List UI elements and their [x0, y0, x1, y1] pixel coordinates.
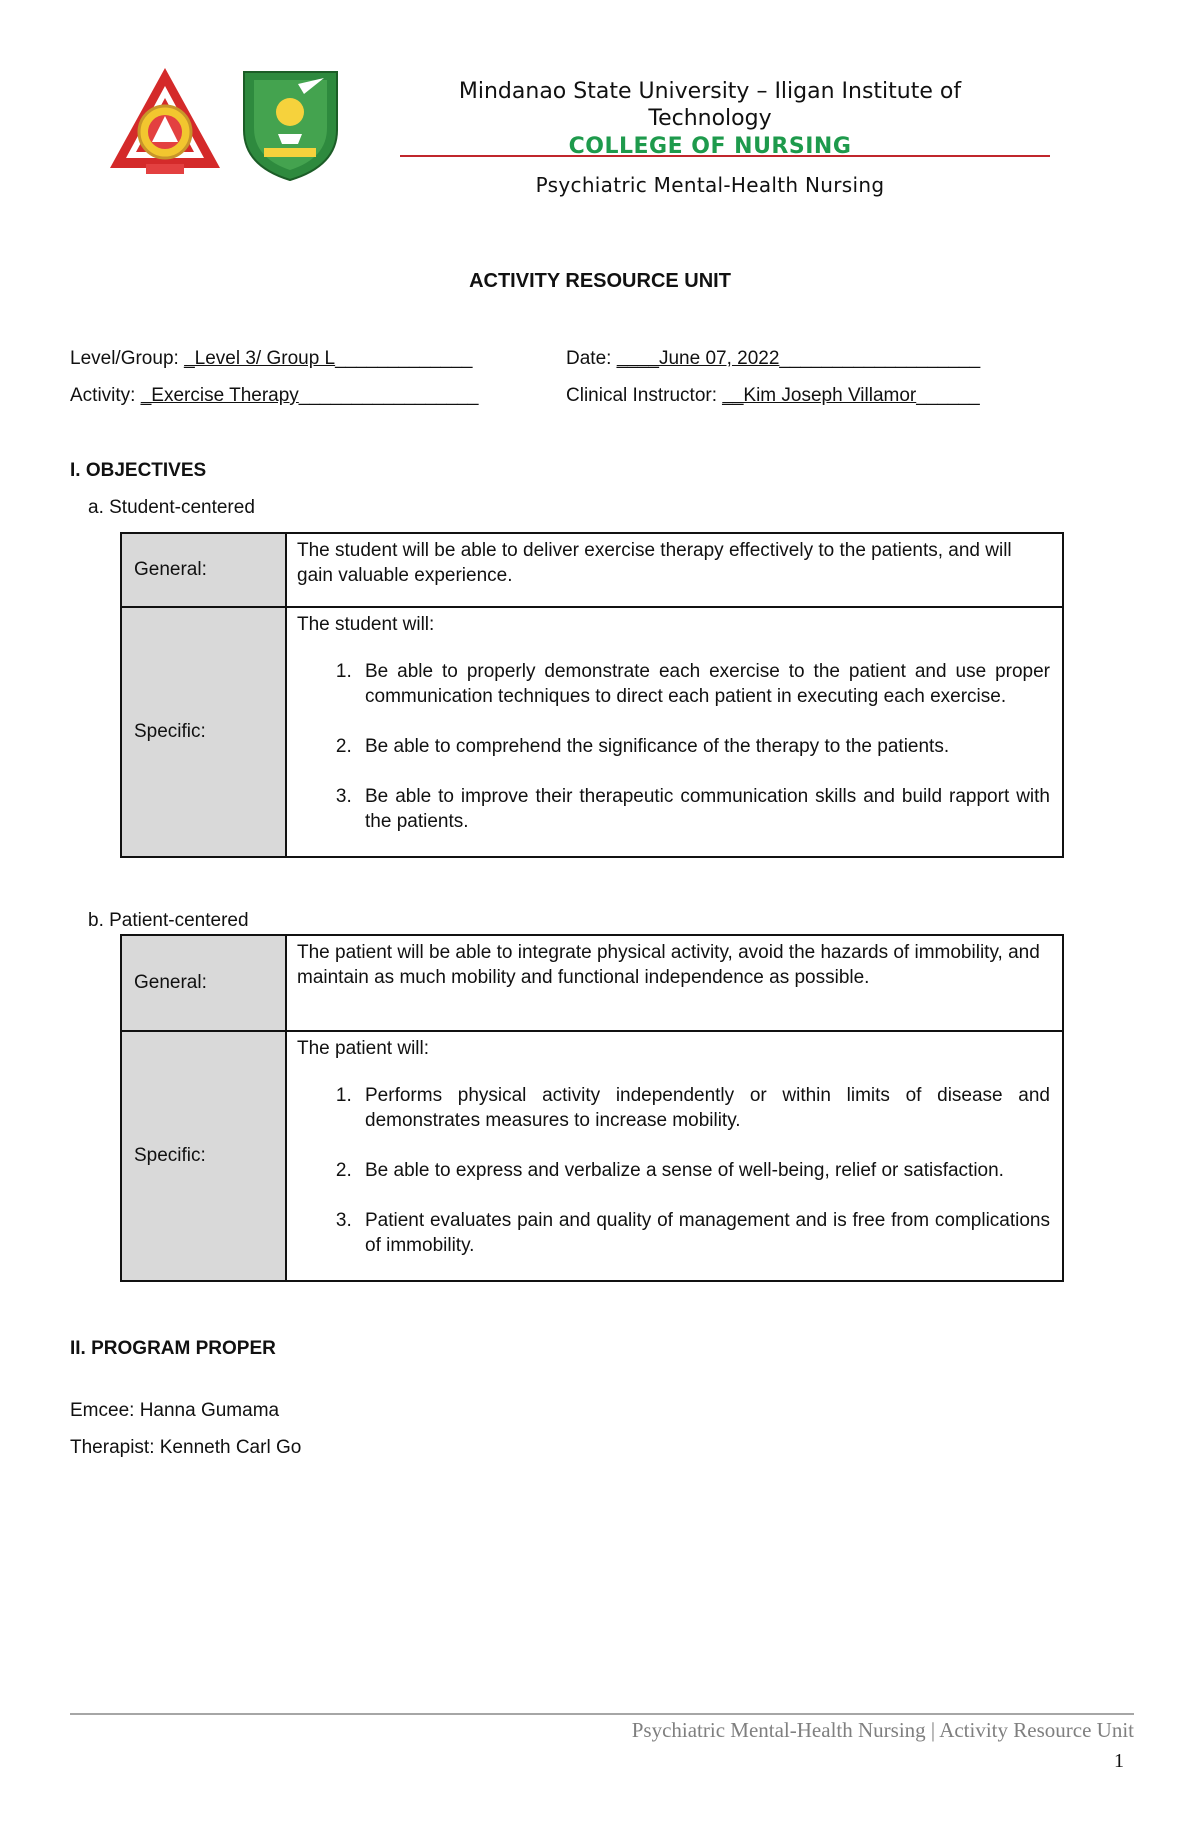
specific-intro: The patient will:: [297, 1038, 430, 1059]
footer-text: Psychiatric Mental-Health Nursing | Activity Resource Unit: [631, 1718, 1134, 1742]
level-group-label: Level/Group:: [70, 348, 179, 369]
table-row: [121, 1031, 1063, 1281]
activity-label: Activity:: [70, 385, 136, 406]
level-group-value: _Level 3/ Group L: [184, 348, 336, 369]
clinical-instructor-field: [566, 385, 980, 407]
patient-centered-subheading: b. Patient-centered: [88, 910, 249, 931]
general-label: General:: [121, 533, 286, 607]
activity-blank: _________________: [298, 385, 479, 406]
list-item: 3. Patient evaluates pain and quality of management and is free from complications of immobility.: [357, 1208, 1050, 1258]
page-number: 1: [1114, 1750, 1124, 1772]
student-objectives-table: [120, 532, 1064, 858]
specific-label: Specific:: [121, 607, 286, 857]
program-proper-heading: II. PROGRAM PROPER: [70, 1338, 276, 1359]
student-centered-subheading: a. Student-centered: [88, 497, 255, 518]
clinical-instructor-blank: ______: [916, 385, 980, 406]
list-item: 2. Be able to express and verbalize a sense of well-being, relief or satisfaction.: [357, 1158, 1050, 1183]
footer-rule: [70, 1713, 1134, 1715]
list-item: 3. Be able to improve their therapeutic communication skills and build rapport with the patients.: [357, 784, 1050, 834]
specific-list: [297, 1083, 1050, 1258]
general-text: The student will be able to deliver exercise therapy effectively to the patients, and will gain valuable experience.: [286, 533, 1063, 607]
list-item: 1. Performs physical activity independently or within limits of disease and demonstrates measures to increase mobility.: [357, 1083, 1050, 1133]
clinical-instructor-label: Clinical Instructor:: [566, 385, 717, 406]
document-title: ACTIVITY RESOURCE UNIT: [469, 270, 731, 292]
specific-list: [297, 659, 1050, 834]
level-group-field: [70, 348, 473, 370]
table-row: [121, 935, 1063, 1031]
patient-objectives-table: [120, 934, 1064, 1282]
objectives-heading: I. OBJECTIVES: [70, 460, 207, 481]
therapist-line: Therapist: Kenneth Carl Go: [70, 1437, 302, 1458]
clinical-instructor-value: __Kim Joseph Villamor: [722, 385, 917, 406]
activity-value: _Exercise Therapy: [140, 385, 299, 406]
department-name: Psychiatric Mental-Health Nursing: [535, 173, 885, 197]
date-label: Date:: [566, 348, 612, 369]
college-name: COLLEGE OF NURSING: [568, 134, 852, 159]
specific-intro: The student will:: [297, 614, 435, 635]
table-row: [121, 533, 1063, 607]
msu-iit-logo: [108, 64, 223, 182]
general-label: General:: [121, 935, 286, 1031]
date-blank: ___________________: [779, 348, 981, 369]
list-item: 1. Be able to properly demonstrate each exercise to the patient and use proper communication techniques to direct each patient in executing each exercise.: [357, 659, 1050, 709]
list-item: 2. Be able to comprehend the significance of the therapy to the patients.: [357, 734, 1050, 759]
specific-cell: [286, 1031, 1063, 1281]
date-value: ____June 07, 2022: [616, 348, 780, 369]
university-name: Mindanao State University – Iligan Institute of Technology: [458, 79, 962, 131]
general-text: The patient will be able to integrate physical activity, avoid the hazards of immobility, and maintain as much mobility and functional independence as possible.: [286, 935, 1063, 1031]
activity-field: [70, 385, 478, 407]
college-of-nursing-logo: [238, 68, 343, 183]
specific-label: Specific:: [121, 1031, 286, 1281]
date-field: [566, 348, 980, 370]
specific-cell: [286, 607, 1063, 857]
table-row: [121, 607, 1063, 857]
level-group-blank: _____________: [335, 348, 473, 369]
emcee-line: Emcee: Hanna Gumama: [70, 1400, 280, 1421]
